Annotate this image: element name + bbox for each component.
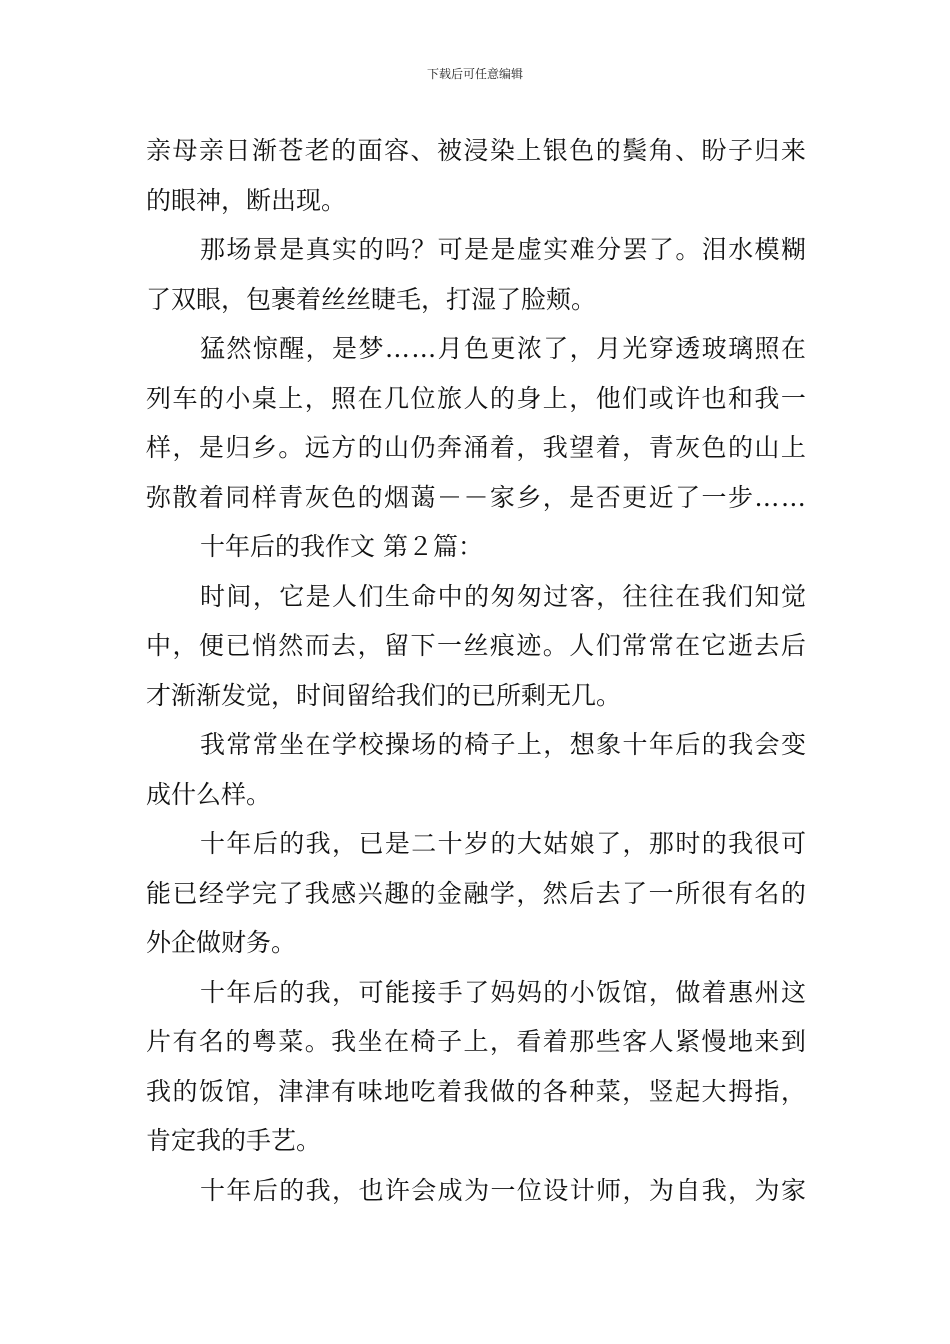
text-line: 了双眼，包裹着丝丝睫毛，打湿了脸颊。 [146, 284, 597, 314]
text-line: 片 有 名 的 粤 菜 。 我 坐 在 椅 子 上 ， 看 着 那 些 客 人 紧 慢 地 来 到 [146, 1027, 806, 1056]
text-line: 我 的 饭 馆 ， 津 津 有 味 地 吃 着 我 做 的 各 种 菜 ， 竖 起 大 拇 指 ， [146, 1076, 806, 1106]
text-line: 十 年 后 的 我 ， 也 许 会 成 为 一 位 设 计 师 ， 为 自 我 ， 为 家 [200, 1175, 806, 1205]
text-line: 能 已 经 学 完 了 我 感 兴 趣 的 金 融 学 ， 然 后 去 了 一 所 很 有 名 的 [146, 878, 806, 908]
page-header: 下载后可任意编辑 [426, 67, 523, 81]
text-line: 样 ， 是 归 乡 。 远 方 的 山 仍 奔 涌 着 ， 我 望 着 ， 青 灰 色 的 山 上 [146, 433, 806, 462]
text-line: 我 常 常 坐 在 学 校 操 场 的 椅 子 上 ， 想 象 十 年 后 的 我 会 变 [200, 730, 806, 759]
text-line: 十 年 后 的 我 ， 已 是 二 十 岁 的 大 姑 娘 了 ， 那 时 的 我 很 可 [200, 829, 806, 858]
text-line: 时 间 ， 它 是 人 们 生 命 中 的 匆 匆 过 客 ， 往 往 在 我 们 知 觉 [200, 581, 806, 611]
text-line: 亲 母 亲 日 渐 苍 老 的 面 容 、 被 浸 染 上 银 色 的 鬓 角 、 盼 子 归 来 [146, 136, 806, 165]
text-line: 那 场 景 是 真 实 的 吗 ？ 可 是 是 虚 实 难 分 罢 了 。 泪 水 模 糊 [200, 235, 806, 264]
text-line: 猛 然 惊 醒 ， 是 梦 … … 月 色 更 浓 了 ， 月 光 穿 透 玻 璃 照 在 [200, 334, 806, 363]
text-line: 的眼神，断出现。 [146, 185, 347, 215]
text-line: 成什么样。 [146, 779, 272, 809]
text-line: 列 车 的 小 桌 上 ， 照 在 几 位 旅 人 的 身 上 ， 他 们 或 许 也 和 我 一 [146, 383, 806, 413]
body-text [146, 126, 806, 1215]
text-line: 肯定我的手艺。 [146, 1126, 322, 1155]
text-line: 十年后的我作文 第２篇： [200, 532, 483, 561]
text-line: 外企做财务。 [146, 928, 297, 957]
text-line: 十 年 后 的 我 ， 可 能 接 手 了 妈 妈 的 小 饭 馆 ， 做 着 惠 州 这 [200, 977, 806, 1007]
text-line: 弥 散 着 同 样 青 灰 色 的 烟 蔼 － － 家 乡 ， 是 否 更 近 了 一 步 … … [146, 482, 806, 512]
text-line: 中 ， 便 已 悄 然 而 去 ， 留 下 一 丝 痕 迹 。 人 们 常 常 在 它 逝 去 后 [146, 631, 806, 660]
text-line: 才渐渐发觉，时间留给我们的已所剩无几。 [146, 680, 622, 710]
